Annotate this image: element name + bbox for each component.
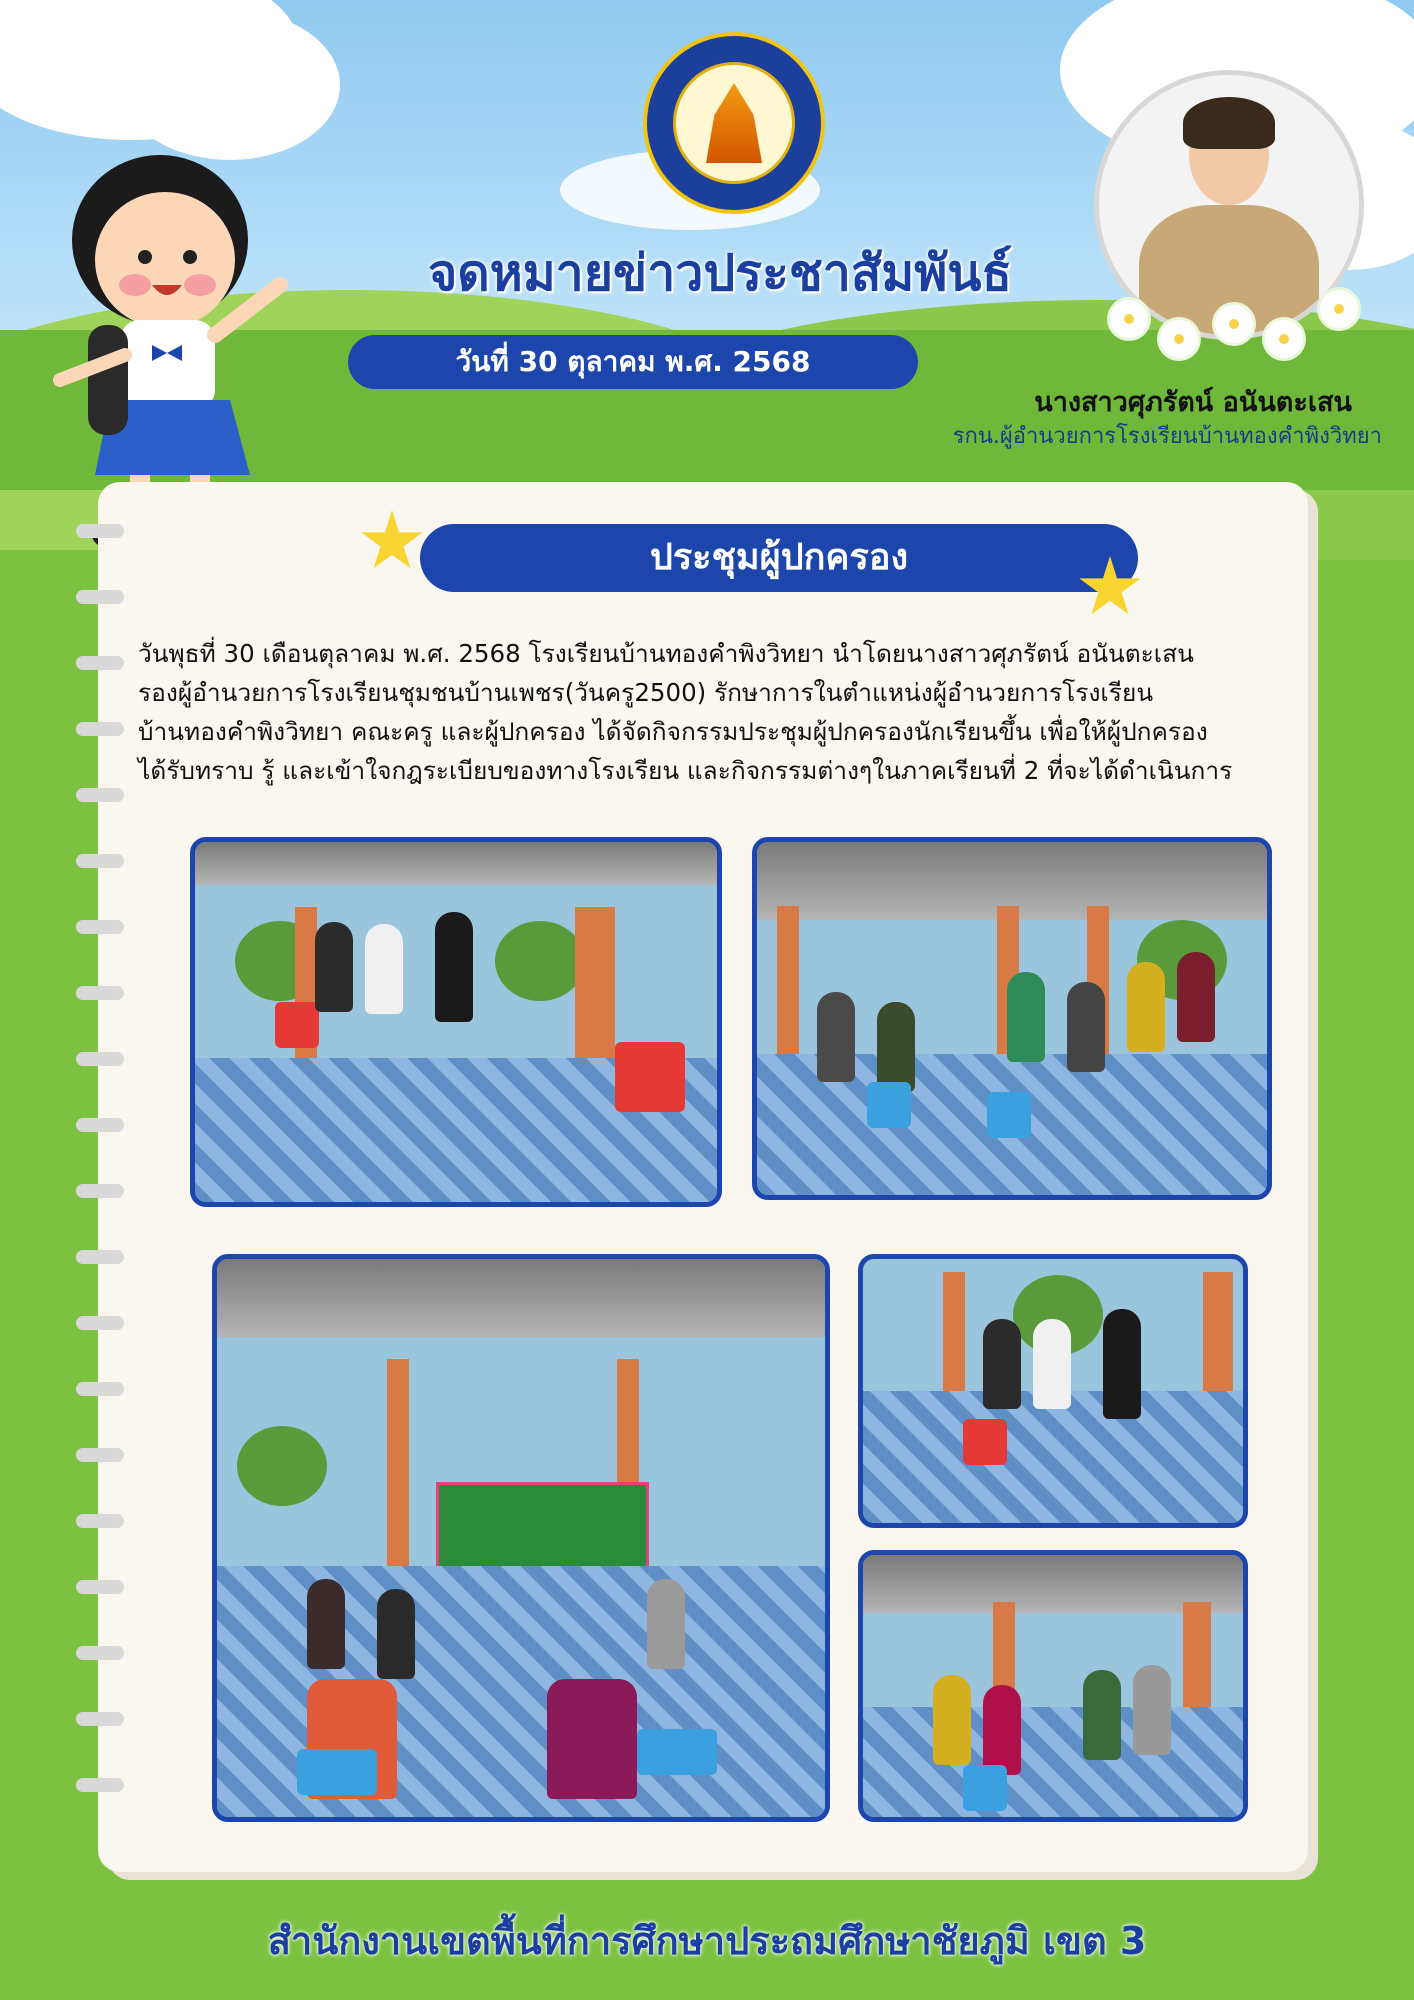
binder-ring — [76, 1382, 124, 1396]
binder-ring — [76, 1052, 124, 1066]
binder-ring — [76, 524, 124, 538]
article-body — [138, 634, 1298, 790]
topic-heading: ประชุมผู้ปกครอง — [420, 524, 1138, 592]
binder-ring — [76, 1250, 124, 1264]
date-badge: วันที่ 30 ตุลาคม พ.ศ. 2568 — [348, 335, 918, 389]
binder-ring — [76, 920, 124, 934]
binder-ring — [76, 1448, 124, 1462]
binder-ring — [76, 1778, 124, 1792]
school-logo — [643, 32, 825, 214]
portrait-hair — [1183, 97, 1275, 149]
binder-ring — [76, 1580, 124, 1594]
binder-ring — [76, 1184, 124, 1198]
binder-ring — [76, 590, 124, 604]
binder-ring — [76, 854, 124, 868]
binder-ring — [76, 788, 124, 802]
binder-ring — [76, 1646, 124, 1660]
binder-ring — [76, 1316, 124, 1330]
footer-agency: สำนักงานเขตพื้นที่การศึกษาประถมศึกษาชัยภูมิ เขต 3 — [267, 1919, 1147, 1963]
flower-icon — [1265, 320, 1303, 358]
flower-icon — [1110, 300, 1148, 338]
binder-ring — [76, 986, 124, 1000]
photo-parents-seated-2 — [858, 1254, 1248, 1528]
photo-parents-row-1 — [752, 837, 1272, 1200]
flower-icon — [1215, 305, 1253, 343]
binder-ring — [76, 1118, 124, 1132]
article-line: บ้านทองคำพิงวิทยา คณะครู และผู้ปกครอง ได้จัดกิจกรรมประชุมผู้ปกครองนักเรียนขึ้น เพื่อให้ผู้ปกครอง — [138, 717, 1208, 746]
photo-parents-seated-1 — [190, 837, 722, 1207]
article-line: รองผู้อำนวยการโรงเรียนชุมชนบ้านเพชร(วันครู2500) รักษาการในตำแหน่งผู้อำนวยการโรงเรียน — [138, 678, 1154, 707]
binder-ring — [76, 656, 124, 670]
article-line: วันพุธที่ 30 เดือนตุลาคม พ.ศ. 2568 โรงเรียนบ้านทองคำพิงวิทยา นำโดยนางสาวศุภรัตน์ อนันตะเสน — [138, 639, 1194, 668]
director-role: รกน.ผู้อำนวยการโรงเรียนบ้านทองคำพิงวิทยา — [952, 424, 1382, 449]
photo-parents-row-2 — [858, 1550, 1248, 1822]
logo-emblem-icon — [706, 83, 762, 163]
newsletter-title: จดหมายข่าวประชาสัมพันธ์ — [428, 244, 1012, 302]
binder-ring — [76, 1712, 124, 1726]
binder-ring — [76, 1514, 124, 1528]
flower-icon — [1160, 320, 1198, 358]
flower-icon — [1320, 290, 1358, 328]
logo-emblem-circle — [673, 62, 795, 184]
binder-ring — [76, 722, 124, 736]
director-name: นางสาวศุภรัตน์ อนันตะเสน — [1034, 387, 1352, 418]
article-line: ได้รับทราบ รู้ และเข้าใจกฎระเบียบของทางโรงเรียน และกิจกรรมต่างๆในภาคเรียนที่ 2 ที่จะได้ดำเนินการ — [138, 756, 1233, 785]
cloud-left-2 — [120, 10, 340, 160]
photo-meeting-hall — [212, 1254, 830, 1822]
